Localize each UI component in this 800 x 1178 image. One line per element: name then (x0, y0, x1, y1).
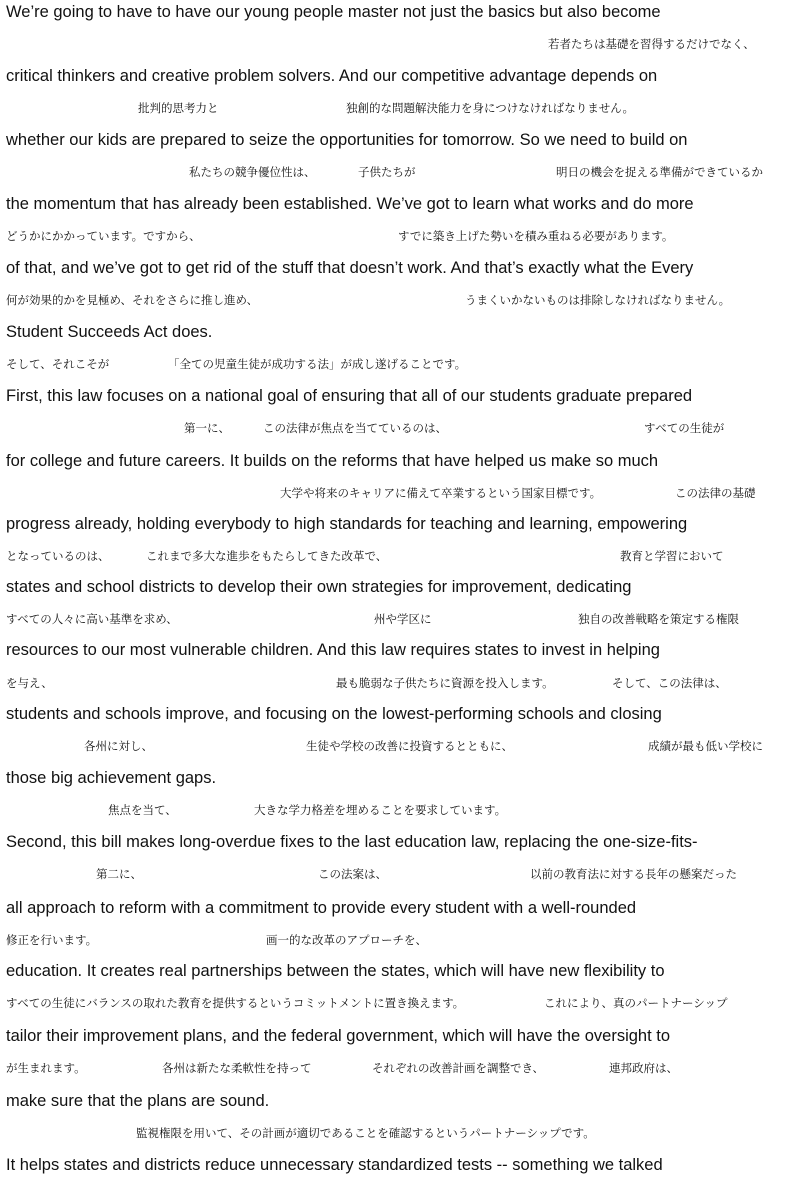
japanese-phrase: 各州に対し、 (84, 739, 153, 753)
japanese-phrase: すべての生徒にバランスの取れた教育を提供するというコミットメントに置き換えます。 (6, 996, 465, 1010)
japanese-phrase: 教育と学習において (620, 549, 724, 563)
japanese-phrase: どうかにかかっています。ですから、 (6, 229, 201, 243)
japanese-phrase: うまくいかないものは排除しなければなりません。 (465, 293, 731, 307)
japanese-line (0, 866, 800, 884)
english-line: It helps states and districts reduce unnecessary standardized tests -- something we talked (6, 1156, 663, 1174)
english-line: the momentum that has already been established. We’ve got to learn what works and do more (6, 195, 694, 213)
japanese-line (0, 932, 800, 950)
japanese-line (0, 356, 800, 374)
english-line: Second, this bill makes long-overdue fixes to the last education law, replacing the one-size-fits- (6, 833, 698, 851)
japanese-line (0, 802, 800, 820)
japanese-line (0, 228, 800, 246)
japanese-phrase: となっているのは、 (6, 549, 110, 563)
japanese-phrase: 成績が最も低い学校に (648, 739, 763, 753)
japanese-phrase: 監視権限を用いて、その計画が適切であることを確認するというパートナーシップです。 (136, 1126, 595, 1140)
japanese-phrase: 批判的思考力と (138, 101, 219, 115)
japanese-phrase: 子供たちが (358, 165, 416, 179)
english-line: critical thinkers and creative problem solvers. And our competitive advantage depends on (6, 67, 658, 85)
japanese-line (0, 548, 800, 566)
japanese-phrase: を与え、 (6, 676, 53, 690)
japanese-phrase: 連邦政府は、 (609, 1061, 678, 1075)
japanese-phrase: 各州は新たな柔軟性を持って (162, 1061, 312, 1075)
english-line: make sure that the plans are sound. (6, 1092, 270, 1110)
english-line: those big achievement gaps. (6, 769, 217, 787)
japanese-phrase: 第二に、 (96, 867, 142, 881)
english-line: states and school districts to develop their own strategies for improvement, dedicating (6, 578, 632, 596)
japanese-phrase: 最も脆弱な子供たちに資源を投入します。 (336, 676, 554, 690)
japanese-phrase: この法案は、 (318, 867, 387, 881)
english-line: students and schools improve, and focusing on the lowest-performing schools and closing (6, 705, 662, 723)
japanese-line (0, 1125, 800, 1143)
japanese-phrase: この法律の基礎 (675, 486, 756, 500)
english-line: education. It creates real partnerships between the states, which will have new flexibility to (6, 962, 665, 980)
english-line: progress already, holding everybody to high standards for teaching and learning, empowering (6, 515, 688, 533)
english-line: tailor their improvement plans, and the federal government, which will have the oversight to (6, 1027, 671, 1045)
japanese-line (0, 485, 800, 503)
english-line: of that, and we’ve got to get rid of the stuff that doesn’t work. And that’s exactly what the Every (6, 259, 694, 277)
japanese-phrase: 以前の教育法に対する長年の懸案だった (530, 867, 737, 881)
japanese-phrase: この法律が焦点を当てているのは、 (263, 421, 447, 435)
japanese-phrase: 大きな学力格差を埋めることを要求しています。 (254, 803, 507, 817)
japanese-phrase: 焦点を当て、 (108, 803, 177, 817)
english-line: resources to our most vulnerable children. And this law requires states to invest in helping (6, 641, 660, 659)
japanese-line (0, 164, 800, 182)
japanese-phrase: 州や学区に (374, 612, 432, 626)
japanese-phrase: すでに築き上げた勢いを積み重ねる必要があります。 (398, 229, 674, 243)
japanese-line (0, 995, 800, 1013)
japanese-phrase: そして、それこそが (6, 357, 110, 371)
japanese-phrase: 大学や将来のキャリアに備えて卒業するという国家目標です。 (280, 486, 602, 500)
english-line: First, this law focuses on a national goal of ensuring that all of our students graduate prepared (6, 387, 693, 405)
japanese-phrase: 私たちの競争優位性は、 (189, 165, 316, 179)
english-line: Student Succeeds Act does. (6, 323, 213, 341)
japanese-phrase: 修正を行います。 (6, 933, 98, 947)
japanese-line (0, 1060, 800, 1078)
japanese-phrase: 第一に、 (184, 421, 230, 435)
japanese-line (0, 675, 800, 693)
japanese-phrase: 生徒や学校の改善に投資するとともに、 (306, 739, 513, 753)
japanese-phrase: 独創的な問題解決能力を身につけなければなりません。 (346, 101, 634, 115)
japanese-phrase: すべての生徒が (644, 421, 725, 435)
japanese-phrase: 若者たちは基礎を習得するだけでなく、 (548, 37, 755, 51)
japanese-line (0, 292, 800, 310)
japanese-line (0, 36, 800, 54)
japanese-phrase: 独自の改善戦略を策定する権限 (578, 612, 739, 626)
english-line: We’re going to have to have our young people master not just the basics but also become (6, 3, 661, 21)
japanese-phrase: 明日の機会を捉える準備ができているか (556, 165, 763, 179)
japanese-line (0, 100, 800, 118)
japanese-phrase: そして、この法律は、 (612, 676, 727, 690)
japanese-line (0, 611, 800, 629)
japanese-line (0, 420, 800, 438)
japanese-phrase: 何が効果的かを見極め、それをさらに推し進め、 (6, 293, 259, 307)
japanese-phrase: それぞれの改善計画を調整でき、 (372, 1061, 545, 1075)
japanese-phrase: 「全ての児童生徒が成功する法」が成し遂げることです。 (168, 357, 467, 371)
japanese-line (0, 738, 800, 756)
english-line: all approach to reform with a commitment to provide every student with a well-rounded (6, 899, 637, 917)
japanese-phrase: これにより、真のパートナーシップ (544, 996, 728, 1010)
english-line: whether our kids are prepared to seize the opportunities for tomorrow. So we need to build on (6, 131, 688, 149)
english-line: for college and future careers. It builds on the reforms that have helped us make so much (6, 452, 659, 470)
japanese-phrase: が生まれます。 (6, 1061, 86, 1075)
japanese-phrase: 画一的な改革のアプローチを、 (266, 933, 427, 947)
japanese-phrase: これまで多大な進歩をもたらしてきた改革で、 (146, 549, 388, 563)
japanese-phrase: すべての人々に高い基準を求め、 (6, 612, 178, 626)
